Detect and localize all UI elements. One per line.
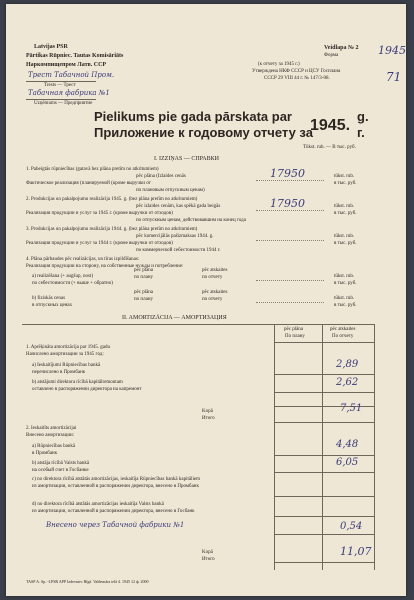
amort-row-8-value: 6,05	[336, 457, 359, 468]
item4b-fact-ru: по отчету	[202, 297, 223, 302]
amort-row-3-ru: оставлено в распоряжении директора на капремонт	[32, 387, 142, 392]
col-fact-ru: По отчету	[332, 334, 354, 339]
amort-row-11-handwritten: Внесено через Табачной фабрики №1	[46, 521, 185, 529]
amort-row-1-lv: 1. Aprēķināta amortizācija par 1945. gadu	[26, 345, 110, 350]
item4-ru: Реализация продукции на сторону, на собственные нужды и потребление:	[26, 264, 184, 269]
item4a-unit-lv: tūkst. rub.	[334, 274, 355, 279]
amort-total-2-rule	[274, 562, 374, 563]
amort-row-3-value: 2,62	[336, 377, 359, 388]
item4a-plan-lv: pēc plāna	[134, 268, 154, 273]
item1-value: 17950	[270, 167, 305, 180]
table-col-divider-3	[374, 324, 375, 570]
trust-line	[26, 81, 96, 82]
item4b-unit-lv: tūkst. rub.	[334, 296, 355, 301]
amort-total-1-rule	[274, 422, 374, 423]
amort-row-3-lv: b) atstājumi direktora rīcībā kapitālremontam	[32, 380, 123, 385]
item1-lv: 1. Pabeigtās rūpniecības (gatavā bez plāna pretīm no atkritumiem)	[26, 167, 159, 172]
amort-total-1-ru: Итого	[202, 416, 215, 421]
item3-ru2: по коммерческой себестоимости 1944 г.	[136, 248, 221, 253]
item2-ru2: по отпускным ценам, действовавшим на конец года	[136, 218, 246, 223]
trust-handwritten: Трест Табачной Пром.	[28, 71, 115, 79]
enterprise-label: Uzņēmums — Предприятие	[34, 101, 93, 106]
amort-row-7-value: 4,48	[336, 439, 359, 450]
item2-ru: Реализация продукции и услуг за 1945 г. (кроме выручки от отходов)	[26, 211, 173, 216]
item2-unit-lv: tūkst. rub.	[334, 204, 355, 209]
form-ru: Форма	[324, 53, 339, 58]
item2-unit-ru: в тыс. руб.	[334, 211, 357, 216]
item3-unit-ru: в тыс. руб.	[334, 241, 357, 246]
item3-value-line	[256, 240, 324, 241]
item1-ru: Фактическое реализация (планируемой (кроме выручки от	[26, 181, 151, 186]
amort-row-7-lv: a) Rūpniecības bankā	[32, 444, 76, 449]
amort-row-8-lv: b) atstāja rīcībā Valsts bankā	[32, 461, 90, 466]
title-year: 1945.	[310, 117, 351, 134]
amort-row-7-ru: в Промбанк	[32, 451, 58, 456]
amort-row-6-ru: Внесено амортизации:	[26, 433, 75, 438]
ministry-lv: Pārtikas Rūpniec. Tautas Komisāriāts	[26, 53, 124, 59]
approved-line-2: Утверждена НКФ СССР и ЦСУ Госплана	[252, 69, 341, 74]
amort-row-3-rule	[274, 392, 374, 393]
amort-row-8-rule	[274, 472, 374, 473]
handwritten-mark-number: 71	[386, 70, 402, 84]
item4-lv: 4. Plāna pārbaudes pēc realizācijas, un tīras izpildīšanas:	[26, 257, 140, 262]
amort-row-10-lv: d) no direktora rīcībā atstātās amortizācijas ieskaitīja Valsts bankā	[32, 502, 164, 507]
item4a-unit-ru: в тыс. руб.	[334, 281, 357, 286]
enterprise-handwritten: Табачная фабрика №1	[28, 89, 110, 97]
amort-total-1-value: 7,51	[340, 403, 363, 414]
amort-row-1-ru: Начислено амортизации за 1945 год:	[26, 352, 104, 357]
amort-row-8-ru: на особый счет в Госбанке	[32, 468, 89, 473]
item4b-fact-lv: pēc atskaites	[202, 290, 228, 295]
amort-total-1-lv: Kopā	[202, 409, 213, 414]
approved-line-1: (к отчету за 1945 г.)	[258, 62, 300, 67]
item1-value-line	[256, 180, 324, 181]
republic-lv: Latvijas PSR	[34, 44, 68, 50]
title-lv: Pielikums pie gada pārskata par	[94, 109, 292, 124]
amort-row-6-lv: 2. Ieskaitīts amortizācijai	[26, 426, 77, 431]
amort-row-2-ru: перечислено в Промбанк	[32, 370, 86, 375]
col-fact-lv: pēc atskaites	[330, 327, 356, 332]
amort-total-2-lv: Kopā	[202, 550, 213, 555]
amort-row-9-lv: c) no direktora rīcībā atstātās amortizācijas, ieskaitīja Rūpniecības bankā kapitāliem	[32, 477, 200, 482]
units-note: Tūkst. rub. — В тыс. руб.	[303, 145, 356, 150]
item4b-ru: в отпускных ценах	[32, 303, 73, 308]
amort-total-2-ru: Итого	[202, 557, 215, 562]
item4b-unit-ru: в тыс. руб.	[334, 303, 357, 308]
section2-heading: II. AMORTIZĀCIJA — АМОРТИЗАЦИЯ	[122, 315, 227, 321]
amort-row-11-value: 0,54	[340, 521, 363, 532]
item3-lv2: pēc komercijālās pašizmaksas 1944. g.	[136, 234, 214, 239]
amort-row-2-lv: a) Ieskaitījumi Rūpniecības bankā	[32, 363, 101, 368]
item4a-value-line	[256, 280, 324, 281]
item4a-fact-ru: по отчету	[202, 275, 223, 280]
amort-row-2-rule	[274, 374, 374, 375]
item1-unit-ru: в тыс. руб.	[334, 181, 357, 186]
title-suffix-ru: г.	[357, 125, 365, 140]
amort-total-2-value: 11,07	[340, 545, 372, 558]
item4b-plan-ru: по плану	[134, 297, 153, 302]
item4a-ru: по себестоимости (+ выше + обратно)	[32, 281, 113, 286]
item4a-fact-lv: pēc atskaites	[202, 268, 228, 273]
section1-heading: I. IZZIŅAS — СПРАВКИ	[154, 156, 219, 162]
title-ru: Приложение к годовому отчету за	[94, 125, 313, 140]
item2-value-line	[256, 210, 324, 211]
table-header-rule	[274, 342, 374, 343]
approved-line-3: СССР 29 VIII 44 г. № 147/3-08.	[264, 76, 330, 81]
item1-lv2: pēc plāna (Izlaides cenās	[136, 174, 186, 179]
amort-row-2-value: 2,89	[336, 359, 359, 370]
amort-row-10-rule	[274, 516, 374, 517]
item4b-lv: b) fiziskās cenas	[32, 296, 66, 301]
col-plan-ru: По плану	[285, 334, 305, 339]
item1-unit-lv: tūkst. rub.	[334, 174, 355, 179]
footer-imprint: TASP A. Sp. -LPSR APP Izdevniec Rīgā. Valdemāra ielā 4. 1945 12 ф. 2000	[26, 579, 149, 584]
amort-row-7-rule	[274, 455, 374, 456]
enterprise-line	[26, 99, 96, 100]
form-number: Veidlapa № 2	[324, 45, 359, 51]
item2-lv2: pēc izlaides cenām, kas spēkā gada beigās	[136, 204, 221, 209]
item3-ru: Реализация продукции и услуг за 1944 г. (кроме выручки от отходов)	[26, 241, 173, 246]
ministry-ru: Наркомпищепром Латв. ССР	[26, 62, 107, 68]
item3-lv: 3. Produkcijas un pakalpojumu realizācija 1944. g. (bez plāna pretīm no atkritumiem)	[26, 227, 198, 232]
col-plan-lv: pēc plāna	[284, 327, 304, 332]
amort-row-9-ru: из амортизации, оставленной в распоряжении директора, внесено в Промбанк	[32, 484, 199, 489]
trust-label: Trests — Трест	[44, 83, 76, 88]
amort-row-10-ru: из амортизации, оставленной в распоряжении директора, внесено в Госбанк	[32, 509, 195, 514]
handwritten-mark-year: 1945	[378, 44, 406, 57]
amort-row-9-rule	[274, 496, 374, 497]
title-suffix-lv: g.	[357, 109, 369, 124]
amort-row-11-rule	[274, 534, 374, 535]
document-sheet	[6, 4, 406, 596]
item3-unit-lv: tūkst. rub.	[334, 234, 355, 239]
item4b-plan-lv: pēc plāna	[134, 290, 154, 295]
item2-value: 17950	[270, 197, 305, 210]
item1-ru2: по плановым отпускным ценам)	[136, 188, 205, 193]
item2-lv: 2. Produkcijas un pakalpojumu realizācija 1945. g. (bez plāna pretīm no atkritumiem)	[26, 197, 198, 202]
item4a-plan-ru: по плану	[134, 275, 153, 280]
item4b-value-line	[256, 302, 324, 303]
item4a-lv: a) realizēšana (+ augšup, nost)	[32, 274, 93, 279]
